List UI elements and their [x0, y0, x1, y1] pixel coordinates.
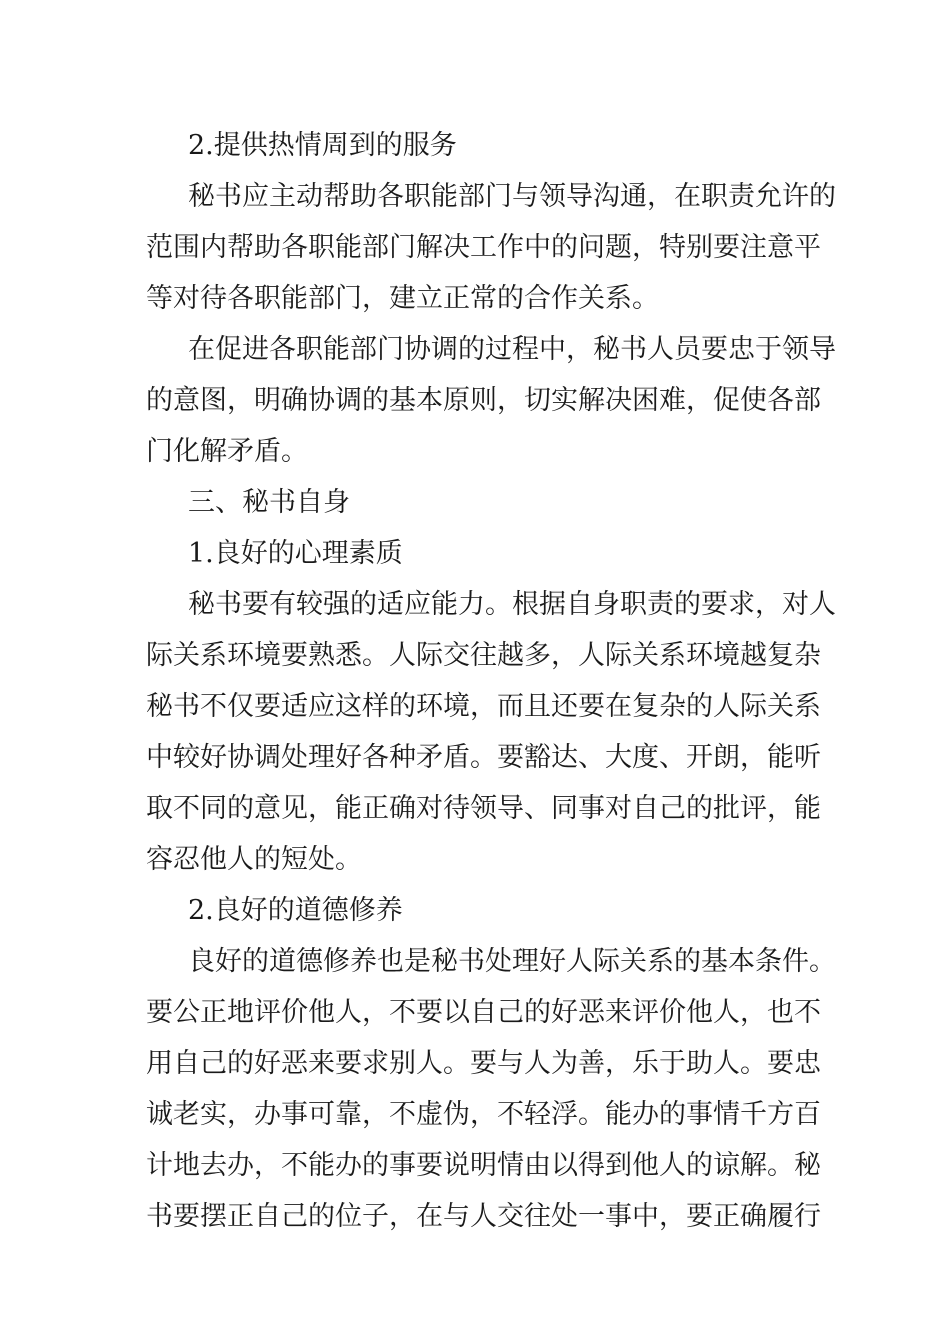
subheading-morality: 2.良好的道德修养: [188, 895, 403, 926]
paragraph-line: 书要摆正自己的位子，在与人交往处一事中，要正确履行: [146, 1201, 821, 1232]
paragraph-line: 的意图，明确协调的基本原则，切实解决困难，促使各部: [146, 385, 821, 416]
paragraph-line: 用自己的好恶来要求别人。要与人为善，乐于助人。要忠: [146, 1048, 821, 1079]
section-heading-secretary-self: 三、秘书自身: [188, 487, 350, 518]
paragraph-line: 门化解矛盾。: [146, 436, 308, 467]
paragraph-line: 容忍他人的短处。: [146, 844, 362, 875]
document-page: [146, 120, 836, 1242]
subheading-service: 2.提供热情周到的服务: [188, 130, 457, 161]
paragraph-line: 良好的道德修养也是秘书处理好人际关系的基本条件。: [188, 946, 836, 977]
paragraph-line: 要公正地评价他人，不要以自己的好恶来评价他人，也不: [146, 997, 821, 1028]
paragraph-line: 诚老实，办事可靠，不虚伪，不轻浮。能办的事情千方百: [146, 1099, 821, 1130]
subheading-psychology: 1.良好的心理素质: [188, 538, 403, 569]
paragraph-line: 秘书不仅要适应这样的环境，而且还要在复杂的人际关系: [146, 691, 821, 722]
paragraph-line: 范围内帮助各职能部门解决工作中的问题，特别要注意平: [146, 232, 821, 263]
paragraph-line: 取不同的意见，能正确对待领导、同事对自己的批评，能: [146, 793, 821, 824]
paragraph-line: 秘书要有较强的适应能力。根据自身职责的要求，对人: [188, 589, 836, 620]
paragraph-line: 中较好协调处理好各种矛盾。要豁达、大度、开朗，能听: [146, 742, 821, 773]
paragraph-line: 际关系环境要熟悉。人际交往越多，人际关系环境越复杂: [146, 640, 821, 671]
paragraph-line: 秘书应主动帮助各职能部门与领导沟通，在职责允许的: [188, 181, 836, 212]
paragraph-line: 计地去办，不能办的事要说明情由以得到他人的谅解。秘: [146, 1150, 821, 1181]
paragraph-line: 在促进各职能部门协调的过程中，秘书人员要忠于领导: [188, 334, 836, 365]
paragraph-line: 等对待各职能部门，建立正常的合作关系。: [146, 283, 659, 314]
